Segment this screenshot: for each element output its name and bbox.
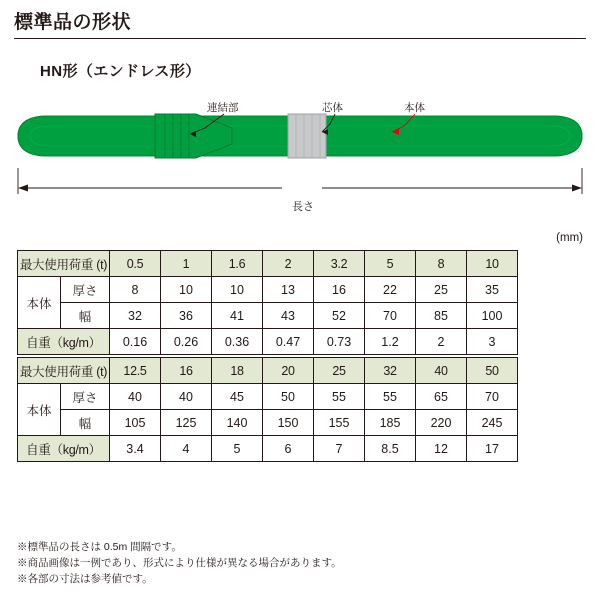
cell-weight-2: 0.36 — [212, 329, 263, 355]
cell-thickness-2: 10 — [212, 277, 263, 303]
cell-weight-5: 8.5 — [365, 436, 416, 462]
cell-width-6: 85 — [416, 303, 467, 329]
section-subtitle: HN形（エンドレス形） — [40, 63, 201, 80]
cell-capacity-3: 2 — [263, 251, 314, 277]
cell-body-label: 本体 — [18, 277, 61, 329]
cell-weight-6: 2 — [416, 329, 467, 355]
unit-note: (mm) — [556, 232, 583, 244]
cell-thickness-3: 13 — [263, 277, 314, 303]
cell-weight-7: 17 — [467, 436, 518, 462]
cell-weight-0: 3.4 — [110, 436, 161, 462]
callout-core: 芯体 — [322, 102, 343, 114]
cell-thickness-4: 16 — [314, 277, 365, 303]
cell-thickness-7: 70 — [467, 384, 518, 410]
footnote-1: ※標準品の長さは 0.5m 間隔です。 — [17, 541, 182, 553]
cell-width-7: 245 — [467, 410, 518, 436]
cell-width-4: 52 — [314, 303, 365, 329]
cell-weight-0: 0.16 — [110, 329, 161, 355]
footnotes — [17, 540, 583, 587]
cell-thickness-6: 25 — [416, 277, 467, 303]
table-row — [18, 410, 518, 436]
cell-thickness-7: 35 — [467, 277, 518, 303]
cell-width-5: 70 — [365, 303, 416, 329]
cell-width-0: 105 — [110, 410, 161, 436]
callout-body: 本体 — [404, 102, 425, 114]
cell-thickness-1: 10 — [161, 277, 212, 303]
cell-capacity-2: 18 — [212, 358, 263, 384]
footnote-3: ※各部の寸法は参考値です。 — [17, 572, 153, 585]
cell-capacity-header: 最大使用荷重 (t) — [18, 251, 110, 277]
page-title: 標準品の形状 — [14, 12, 132, 33]
cell-capacity-1: 16 — [161, 358, 212, 384]
cell-width-label: 幅 — [61, 410, 110, 436]
page-title-block — [14, 12, 586, 39]
cell-weight-5: 1.2 — [365, 329, 416, 355]
cell-capacity-4: 3.2 — [314, 251, 365, 277]
cell-width-1: 36 — [161, 303, 212, 329]
cell-capacity-5: 5 — [365, 251, 416, 277]
cell-thickness-4: 55 — [314, 384, 365, 410]
cell-width-0: 32 — [110, 303, 161, 329]
sling-illustration — [0, 88, 600, 236]
cell-capacity-1: 1 — [161, 251, 212, 277]
spec-table-high-capacity — [17, 357, 518, 462]
cell-thickness-label: 厚さ — [61, 277, 110, 303]
cell-capacity-3: 20 — [263, 358, 314, 384]
cell-body-label: 本体 — [18, 384, 61, 436]
cell-width-3: 43 — [263, 303, 314, 329]
cell-capacity-0: 12.5 — [110, 358, 161, 384]
cell-weight-4: 7 — [314, 436, 365, 462]
cell-capacity-header: 最大使用荷重 (t) — [18, 358, 110, 384]
table-row — [18, 303, 518, 329]
cell-weight-1: 0.26 — [161, 329, 212, 355]
cell-width-1: 125 — [161, 410, 212, 436]
cell-thickness-0: 8 — [110, 277, 161, 303]
callout-connector: 連結部 — [207, 102, 239, 114]
cell-width-4: 155 — [314, 410, 365, 436]
cell-width-2: 140 — [212, 410, 263, 436]
title-divider — [14, 38, 586, 39]
cell-thickness-5: 22 — [365, 277, 416, 303]
cell-capacity-6: 8 — [416, 251, 467, 277]
cell-width-label: 幅 — [61, 303, 110, 329]
callout-length: 長さ — [292, 201, 314, 213]
cell-capacity-0: 0.5 — [110, 251, 161, 277]
cell-capacity-7: 50 — [467, 358, 518, 384]
cell-width-7: 100 — [467, 303, 518, 329]
length-label-bg — [282, 180, 322, 196]
cell-weight-label: 自重（kg/m） — [18, 329, 110, 355]
cell-width-5: 185 — [365, 410, 416, 436]
cell-weight-4: 0.73 — [314, 329, 365, 355]
cell-width-6: 220 — [416, 410, 467, 436]
table-row — [18, 358, 518, 384]
cell-thickness-0: 40 — [110, 384, 161, 410]
cell-capacity-7: 10 — [467, 251, 518, 277]
cell-capacity-2: 1.6 — [212, 251, 263, 277]
table-row — [18, 251, 518, 277]
footnote-2: ※商品画像は一例であり、形式により仕様が異なる場合があります。 — [17, 556, 342, 569]
cell-thickness-label: 厚さ — [61, 384, 110, 410]
cell-capacity-6: 40 — [416, 358, 467, 384]
table-row — [18, 277, 518, 303]
cell-weight-3: 6 — [263, 436, 314, 462]
cell-thickness-1: 40 — [161, 384, 212, 410]
cell-weight-6: 12 — [416, 436, 467, 462]
cell-thickness-3: 50 — [263, 384, 314, 410]
cell-thickness-5: 55 — [365, 384, 416, 410]
cell-capacity-5: 32 — [365, 358, 416, 384]
cell-weight-2: 5 — [212, 436, 263, 462]
cell-capacity-4: 25 — [314, 358, 365, 384]
cell-weight-label: 自重（kg/m） — [18, 436, 110, 462]
cell-weight-3: 0.47 — [263, 329, 314, 355]
table-row — [18, 329, 518, 355]
cell-width-3: 150 — [263, 410, 314, 436]
core-section — [288, 114, 326, 158]
spec-table-low-capacity — [17, 250, 518, 355]
cell-width-2: 41 — [212, 303, 263, 329]
cell-weight-1: 4 — [161, 436, 212, 462]
cell-weight-7: 3 — [467, 329, 518, 355]
cell-thickness-2: 45 — [212, 384, 263, 410]
cell-thickness-6: 65 — [416, 384, 467, 410]
table-row — [18, 384, 518, 410]
table-row — [18, 436, 518, 462]
